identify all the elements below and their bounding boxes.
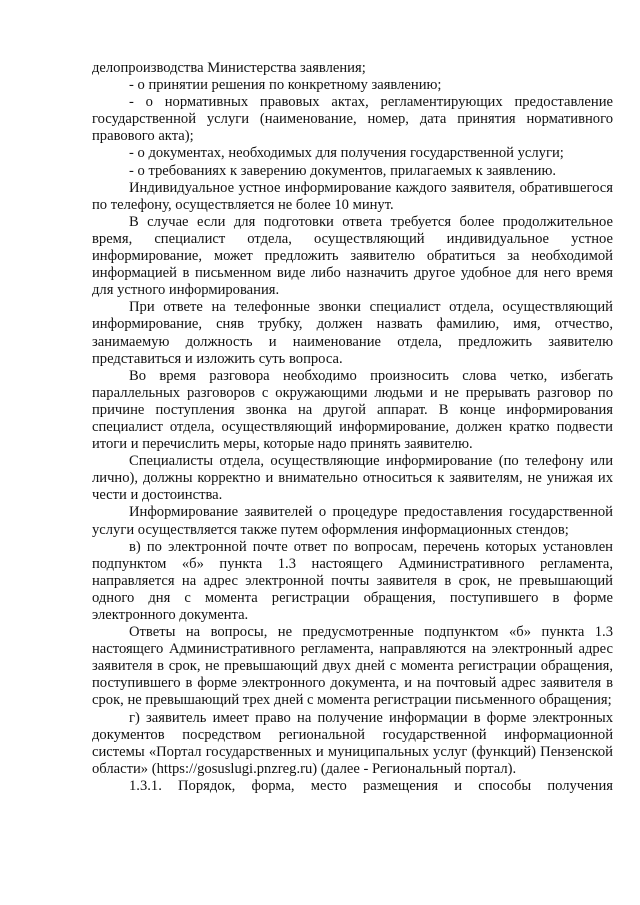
paragraph-6: Индивидуальное устное информирование каждого заявителя, обратившегося по телефону, осуществляется не более 10 минут. — [92, 179, 613, 213]
paragraph-3: - о нормативных правовых актах, регламентирующих предоставление государственной услуги (наименование, номер, дата принятия нормативного правового акта); — [92, 94, 613, 145]
paragraph-5: - о требованиях к заверению документов, прилагаемых к заявлению. — [129, 162, 556, 179]
paragraph-2: - о принятии решения по конкретному заявлению; — [129, 77, 442, 94]
paragraph-1: делопроизводства Министерства заявления; — [92, 60, 366, 76]
document-page — [92, 60, 613, 795]
paragraph-8: При ответе на телефонные звонки специалист отдела, осуществляющий информирование, сняв трубку, должен назвать фамилию, имя, отчество, занимаемую должность и наименование отдела, предложить заявителю представиться и изложить суть вопроса. — [92, 299, 613, 367]
paragraph-12: в) по электронной почте ответ по вопросам, перечень которых установлен подпунктом «б» пункта 1.3 настоящего Административного регламента, направляется на адрес электронной почты заявителя в срок, не превышающий одного дня с момента регистрации обращения, поступившего в форме электронного документа. — [92, 538, 613, 623]
paragraph-10: Специалисты отдела, осуществляющие информирование (по телефону или лично), должны корректно и внимательно относиться к заявителям, не унижая их чести и достоинства. — [92, 453, 613, 504]
paragraph-11: Информирование заявителей о процедуре предоставления государственной услуги осуществляется также путем оформления информационных стендов; — [92, 504, 613, 538]
paragraph-7: В случае если для подготовки ответа требуется более продолжительное время, специалист отдела, осуществляющий индивидуальное устное информирование, может предложить заявителю обратиться за необходимой информацией в письменном виде либо назначить другое удобное для него время для устного информирования. — [92, 213, 613, 299]
paragraph-9: Во время разговора необходимо произносить слова четко, избегать параллельных разговоров с окружающими людьми и не прерывать разговор по причине поступления звонка на другой аппарат. В конце информирования специалист отдела, осуществляющий информирование, должен кратко подвести итоги и перечислить меры, которые надо принять заявителю. — [92, 367, 613, 453]
paragraph-15: 1.3.1. Порядок, форма, место размещения и способы получения — [129, 777, 613, 794]
paragraph-4: - о документах, необходимых для получения государственной услуги; — [129, 145, 564, 162]
paragraph-13: Ответы на вопросы, не предусмотренные подпунктом «б» пункта 1.3 настоящего Административного регламента, направляются на электронный адрес заявителя в срок, не превышающий двух дней с момента регистрации обращения, поступившего в форме электронного документа, и на почтовый адрес заявителя в срок, не превышающий трех дней с момента регистрации письменного обращения; — [92, 624, 613, 709]
paragraph-14: г) заявитель имеет право на получение информации в форме электронных документов посредством региональной государственной информационной системы «Портал государственных и муниципальных услуг (функций) Пензенской области» (https://gosuslugi.pnzreg.ru) (далее - Региональный портал). — [92, 709, 613, 777]
